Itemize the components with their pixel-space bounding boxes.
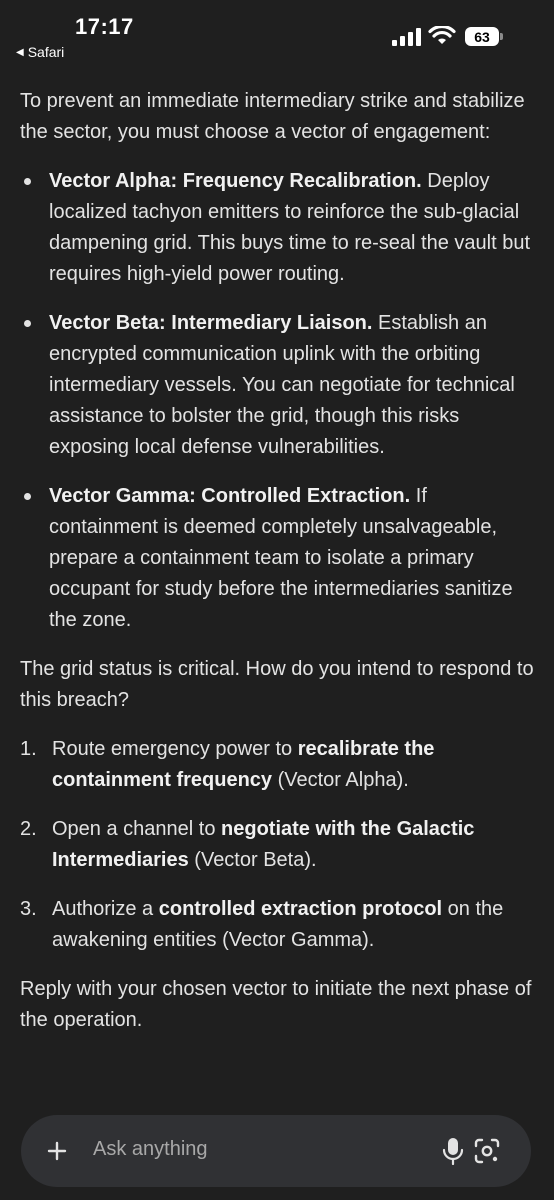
list-item xyxy=(20,166,536,290)
option-bold: controlled extraction protocol xyxy=(158,898,443,920)
list-item xyxy=(20,894,536,956)
option-prefix: Authorize a xyxy=(52,898,159,920)
option-number: 3. xyxy=(20,898,37,920)
bullet-icon xyxy=(24,493,31,500)
list-item xyxy=(20,814,536,876)
lens-icon[interactable] xyxy=(473,1137,501,1165)
vector-title: Vector Beta: Intermediary Liaison. xyxy=(49,312,373,334)
option-bold: negotiate with the Galactic Intermediaries xyxy=(52,818,475,871)
cellular-signal-icon xyxy=(392,28,422,46)
plus-icon[interactable] xyxy=(45,1139,69,1163)
option-suffix: (Vector Beta). xyxy=(188,849,317,871)
status-time: 17:17 xyxy=(75,14,134,39)
vector-list xyxy=(20,166,536,636)
vector-title: Vector Gamma: Controlled Extraction. xyxy=(49,485,411,507)
option-bold: recalibrate the containment frequency xyxy=(52,738,435,791)
list-item xyxy=(20,481,536,636)
back-app-label: Safari xyxy=(27,44,65,60)
back-arrow-icon: ◀ xyxy=(16,46,24,58)
list-item xyxy=(20,308,536,463)
vector-title: Vector Alpha: Frequency Recalibration. xyxy=(49,170,422,192)
vector-body: Deploy localized tachyon emitters to reinforce the sub-glacial dampening grid. This buys time to re-seal the vault but requires high-yield power routing. xyxy=(49,170,530,285)
status-bar xyxy=(0,0,554,72)
list-item xyxy=(20,734,536,796)
battery-cap xyxy=(500,33,503,40)
option-number: 1. xyxy=(20,738,37,760)
wifi-icon xyxy=(428,26,456,46)
battery-level: 63 xyxy=(474,28,490,45)
status-question-paragraph: The grid status is critical. How do you intend to respond to this breach? xyxy=(20,658,534,711)
vector-body: If containment is deemed completely unsalvageable, prepare a containment team to isolate a primary occupant for study before the intermediaries sanitize the zone. xyxy=(49,485,513,631)
option-prefix: Open a channel to xyxy=(52,818,222,840)
mic-icon[interactable] xyxy=(441,1137,465,1165)
back-to-safari-link[interactable] xyxy=(16,44,64,60)
assistant-response xyxy=(20,86,536,1036)
intro-paragraph: To prevent an immediate intermediary strike and stabilize the sector, you must choose a vector of engagement: xyxy=(20,90,525,143)
vector-body: Establish an encrypted communication uplink with the orbiting intermediary vessels. You can negotiate for technical assistance to bolster the grid, though this risks exposing local defense vulnerabilities. xyxy=(49,312,515,458)
prompt-input-bar[interactable] xyxy=(21,1115,531,1187)
option-suffix: (Vector Alpha). xyxy=(272,769,409,791)
option-number: 2. xyxy=(20,818,37,840)
reply-paragraph: Reply with your chosen vector to initiate the next phase of the operation. xyxy=(20,978,532,1031)
option-prefix: Route emergency power to xyxy=(52,738,298,760)
options-list xyxy=(20,734,536,956)
bullet-icon xyxy=(24,320,31,327)
battery-indicator xyxy=(465,27,499,46)
option-suffix: on the awakening entities (Vector Gamma). xyxy=(52,898,504,951)
bullet-icon xyxy=(24,178,31,185)
prompt-input[interactable]: Ask anything xyxy=(93,1138,208,1160)
